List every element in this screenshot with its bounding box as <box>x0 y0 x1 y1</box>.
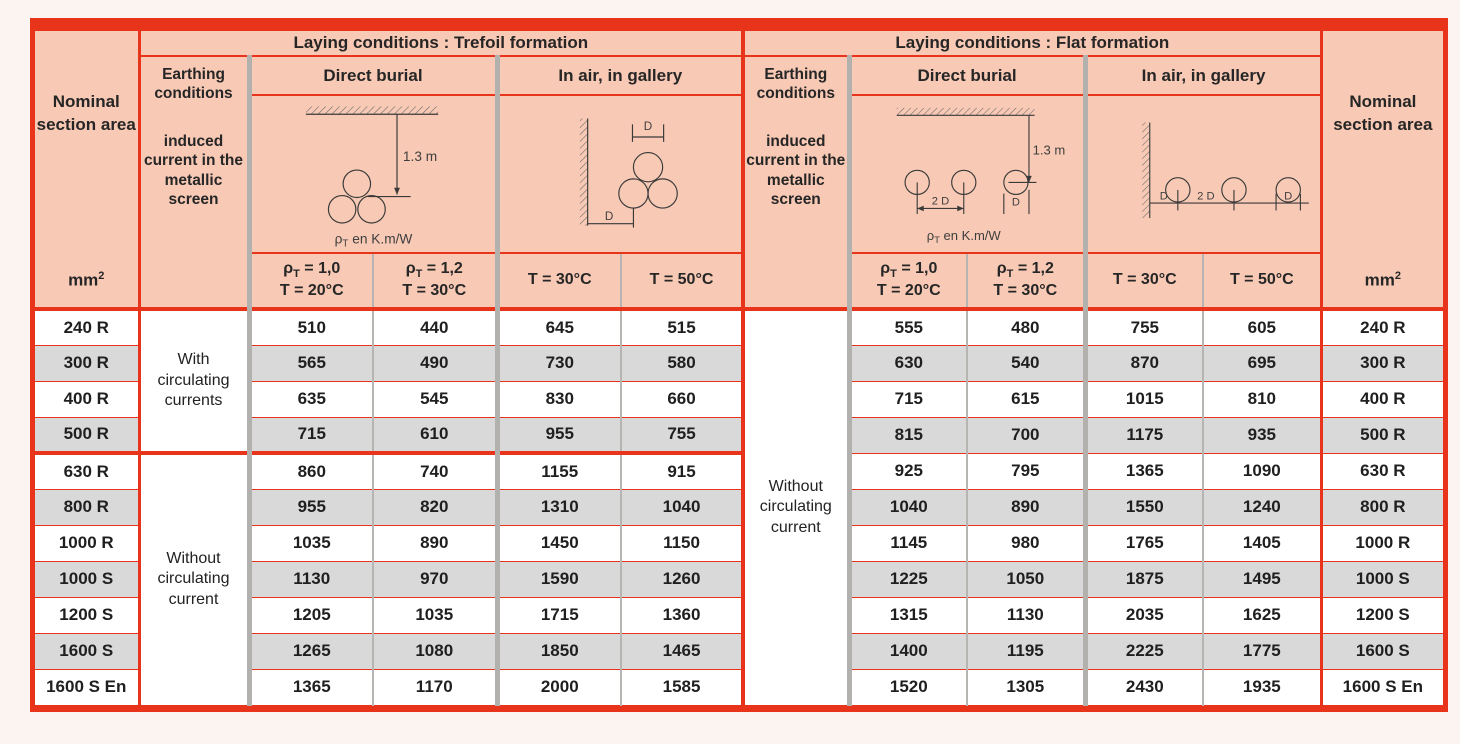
earthing-subtitle: induced current in the metallic screen <box>746 132 846 208</box>
section-cell: 1600 S <box>1321 633 1443 669</box>
value-cell: 1260 <box>621 561 743 597</box>
header-row-blocks <box>35 56 1443 95</box>
value-cell: 1360 <box>621 597 743 633</box>
table-row <box>35 309 1443 345</box>
value-cell: 1040 <box>849 489 967 525</box>
two-d-label: 2 D <box>931 195 949 208</box>
flat-air-cell <box>1085 95 1321 253</box>
value-cell: 1150 <box>621 525 743 561</box>
section-cell: 300 R <box>1321 345 1443 381</box>
subheader-rho12-flat: $\rho_T = 1,2$ T = 30°C <box>967 253 1085 309</box>
value-cell: 440 <box>373 309 497 345</box>
value-cell: 1175 <box>1085 417 1203 453</box>
value-cell: 565 <box>249 345 373 381</box>
section-cell: 800 R <box>1321 489 1443 525</box>
value-cell: 1035 <box>373 597 497 633</box>
d-label: D <box>1283 190 1292 203</box>
section-cell: 500 R <box>1321 417 1443 453</box>
value-cell: 830 <box>497 381 621 417</box>
value-cell: 890 <box>967 489 1085 525</box>
value-cell: 1035 <box>249 525 373 561</box>
depth-label: 1.3 m <box>402 149 437 165</box>
section-cell: 1200 S <box>1321 597 1443 633</box>
cable-ratings-table <box>35 31 1443 706</box>
rho-unit-label: $\rho_T$ en K.m/W <box>926 228 1001 245</box>
earthing-title: Earthing conditions <box>756 66 835 103</box>
value-cell: 1225 <box>849 561 967 597</box>
value-cell: 695 <box>1203 345 1321 381</box>
value-cell: 1365 <box>1085 453 1203 489</box>
table-frame <box>30 18 1448 712</box>
subheader-rho10-trefoil: $\rho_T = 1,0$ T = 20°C <box>249 253 373 309</box>
value-cell: 1155 <box>497 453 621 489</box>
value-cell: 2000 <box>497 669 621 705</box>
value-cell: 1050 <box>967 561 1085 597</box>
section-cell: 240 R <box>35 309 139 345</box>
subheader-t30-flat: T = 30°C <box>1085 253 1203 309</box>
value-cell: 2035 <box>1085 597 1203 633</box>
value-cell: 925 <box>849 453 967 489</box>
section-cell: 500 R <box>35 417 139 453</box>
section-cell: 1000 S <box>1321 561 1443 597</box>
value-cell: 820 <box>373 489 497 525</box>
earthing-subtitle: induced current in the metallic screen <box>143 132 244 208</box>
value-cell: 1365 <box>249 669 373 705</box>
flat-air-diagram <box>1088 96 1320 252</box>
section-cell: 240 R <box>1321 309 1443 345</box>
subheader-t50-flat: T = 50°C <box>1203 253 1321 309</box>
value-cell: 580 <box>621 345 743 381</box>
value-cell: 755 <box>621 417 743 453</box>
value-cell: 1305 <box>967 669 1085 705</box>
table-row <box>35 453 1443 489</box>
section-cell: 1600 S En <box>1321 669 1443 705</box>
value-cell: 980 <box>967 525 1085 561</box>
value-cell: 605 <box>1203 309 1321 345</box>
value-cell: 510 <box>249 309 373 345</box>
value-cell: 1315 <box>849 597 967 633</box>
value-cell: 480 <box>967 309 1085 345</box>
value-cell: 915 <box>621 453 743 489</box>
nominal-unit: $mm^2$ <box>68 270 105 290</box>
nominal-title: Nominal section area <box>1333 92 1433 134</box>
value-cell: 1130 <box>967 597 1085 633</box>
value-cell: 610 <box>373 417 497 453</box>
value-cell: 515 <box>621 309 743 345</box>
value-cell: 955 <box>497 417 621 453</box>
value-cell: 1935 <box>1203 669 1321 705</box>
value-cell: 1765 <box>1085 525 1203 561</box>
in-air-header-trefoil: In air, in gallery <box>497 56 743 95</box>
value-cell: 490 <box>373 345 497 381</box>
value-cell: 555 <box>849 309 967 345</box>
value-cell: 1875 <box>1085 561 1203 597</box>
section-cell: 1000 R <box>1321 525 1443 561</box>
value-cell: 1550 <box>1085 489 1203 525</box>
two-d-label: 2 D <box>1196 190 1215 203</box>
section-cell: 1000 S <box>35 561 139 597</box>
d-label: D <box>604 209 613 223</box>
value-cell: 1520 <box>849 669 967 705</box>
trefoil-air-diagram <box>500 96 742 252</box>
value-cell: 645 <box>497 309 621 345</box>
section-cell: 800 R <box>35 489 139 525</box>
value-cell: 1015 <box>1085 381 1203 417</box>
value-cell: 1495 <box>1203 561 1321 597</box>
section-cell: 400 R <box>1321 381 1443 417</box>
subheader-rho12-trefoil: $\rho_T = 1,2$ T = 30°C <box>373 253 497 309</box>
value-cell: 1775 <box>1203 633 1321 669</box>
value-cell: 815 <box>849 417 967 453</box>
value-cell: 870 <box>1085 345 1203 381</box>
value-cell: 630 <box>849 345 967 381</box>
value-cell: 1265 <box>249 633 373 669</box>
value-cell: 1310 <box>497 489 621 525</box>
section-cell: 400 R <box>35 381 139 417</box>
header-row-titles <box>35 31 1443 56</box>
value-cell: 1130 <box>249 561 373 597</box>
earthing-group-cell: With circulating currents <box>139 309 249 453</box>
flat-burial-cell <box>849 95 1085 253</box>
direct-burial-header-flat: Direct burial <box>849 56 1085 95</box>
rho-unit-label: $\rho_T$ en K.m/W <box>334 231 412 250</box>
nominal-header-left <box>35 31 139 309</box>
section-cell: 1600 S En <box>35 669 139 705</box>
value-cell: 540 <box>967 345 1085 381</box>
section-cell: 630 R <box>35 453 139 489</box>
subheader-t30-trefoil: T = 30°C <box>497 253 621 309</box>
value-cell: 1170 <box>373 669 497 705</box>
value-cell: 1205 <box>249 597 373 633</box>
earthing-header-left <box>139 56 249 309</box>
value-cell: 795 <box>967 453 1085 489</box>
value-cell: 1080 <box>373 633 497 669</box>
value-cell: 740 <box>373 453 497 489</box>
value-cell: 1715 <box>497 597 621 633</box>
trefoil-burial-diagram <box>252 96 495 252</box>
trefoil-air-cell <box>497 95 743 253</box>
subheader-t50-trefoil: T = 50°C <box>621 253 743 309</box>
value-cell: 2225 <box>1085 633 1203 669</box>
value-cell: 2430 <box>1085 669 1203 705</box>
value-cell: 1040 <box>621 489 743 525</box>
value-cell: 860 <box>249 453 373 489</box>
value-cell: 700 <box>967 417 1085 453</box>
value-cell: 1195 <box>967 633 1085 669</box>
value-cell: 615 <box>967 381 1085 417</box>
nominal-unit: $mm^2$ <box>1364 270 1402 290</box>
value-cell: 755 <box>1085 309 1203 345</box>
earthing-title: Earthing conditions <box>154 66 233 103</box>
laying-title-flat: Laying conditions : Flat formation <box>743 31 1321 56</box>
value-cell: 715 <box>849 381 967 417</box>
value-cell: 730 <box>497 345 621 381</box>
laying-title-trefoil: Laying conditions : Trefoil formation <box>139 31 743 56</box>
value-cell: 955 <box>249 489 373 525</box>
earthing-group-cell: Without circulating current <box>743 309 849 705</box>
flat-burial-diagram <box>852 96 1083 252</box>
value-cell: 545 <box>373 381 497 417</box>
section-cell: 1600 S <box>35 633 139 669</box>
value-cell: 1145 <box>849 525 967 561</box>
value-cell: 1400 <box>849 633 967 669</box>
section-cell: 630 R <box>1321 453 1443 489</box>
section-cell: 1000 R <box>35 525 139 561</box>
value-cell: 1240 <box>1203 489 1321 525</box>
value-cell: 935 <box>1203 417 1321 453</box>
section-cell: 1200 S <box>35 597 139 633</box>
value-cell: 635 <box>249 381 373 417</box>
subheader-rho10-flat: $\rho_T = 1,0$ T = 20°C <box>849 253 967 309</box>
depth-label: 1.3 m <box>1032 142 1065 158</box>
value-cell: 1585 <box>621 669 743 705</box>
d-label: D <box>643 120 652 134</box>
value-cell: 660 <box>621 381 743 417</box>
value-cell: 810 <box>1203 381 1321 417</box>
value-cell: 715 <box>249 417 373 453</box>
value-cell: 890 <box>373 525 497 561</box>
value-cell: 1625 <box>1203 597 1321 633</box>
earthing-group-cell: Without circulating current <box>139 453 249 705</box>
earthing-header-right <box>743 56 849 309</box>
value-cell: 1450 <box>497 525 621 561</box>
value-cell: 1465 <box>621 633 743 669</box>
trefoil-burial-cell <box>249 95 497 253</box>
direct-burial-header-trefoil: Direct burial <box>249 56 497 95</box>
value-cell: 970 <box>373 561 497 597</box>
nominal-header-right <box>1321 31 1443 309</box>
d-label: D <box>1011 196 1020 209</box>
value-cell: 1405 <box>1203 525 1321 561</box>
d-label: D <box>1159 190 1168 203</box>
nominal-title: Nominal section area <box>36 92 136 134</box>
value-cell: 1590 <box>497 561 621 597</box>
value-cell: 1850 <box>497 633 621 669</box>
value-cell: 1090 <box>1203 453 1321 489</box>
in-air-header-flat: In air, in gallery <box>1085 56 1321 95</box>
section-cell: 300 R <box>35 345 139 381</box>
